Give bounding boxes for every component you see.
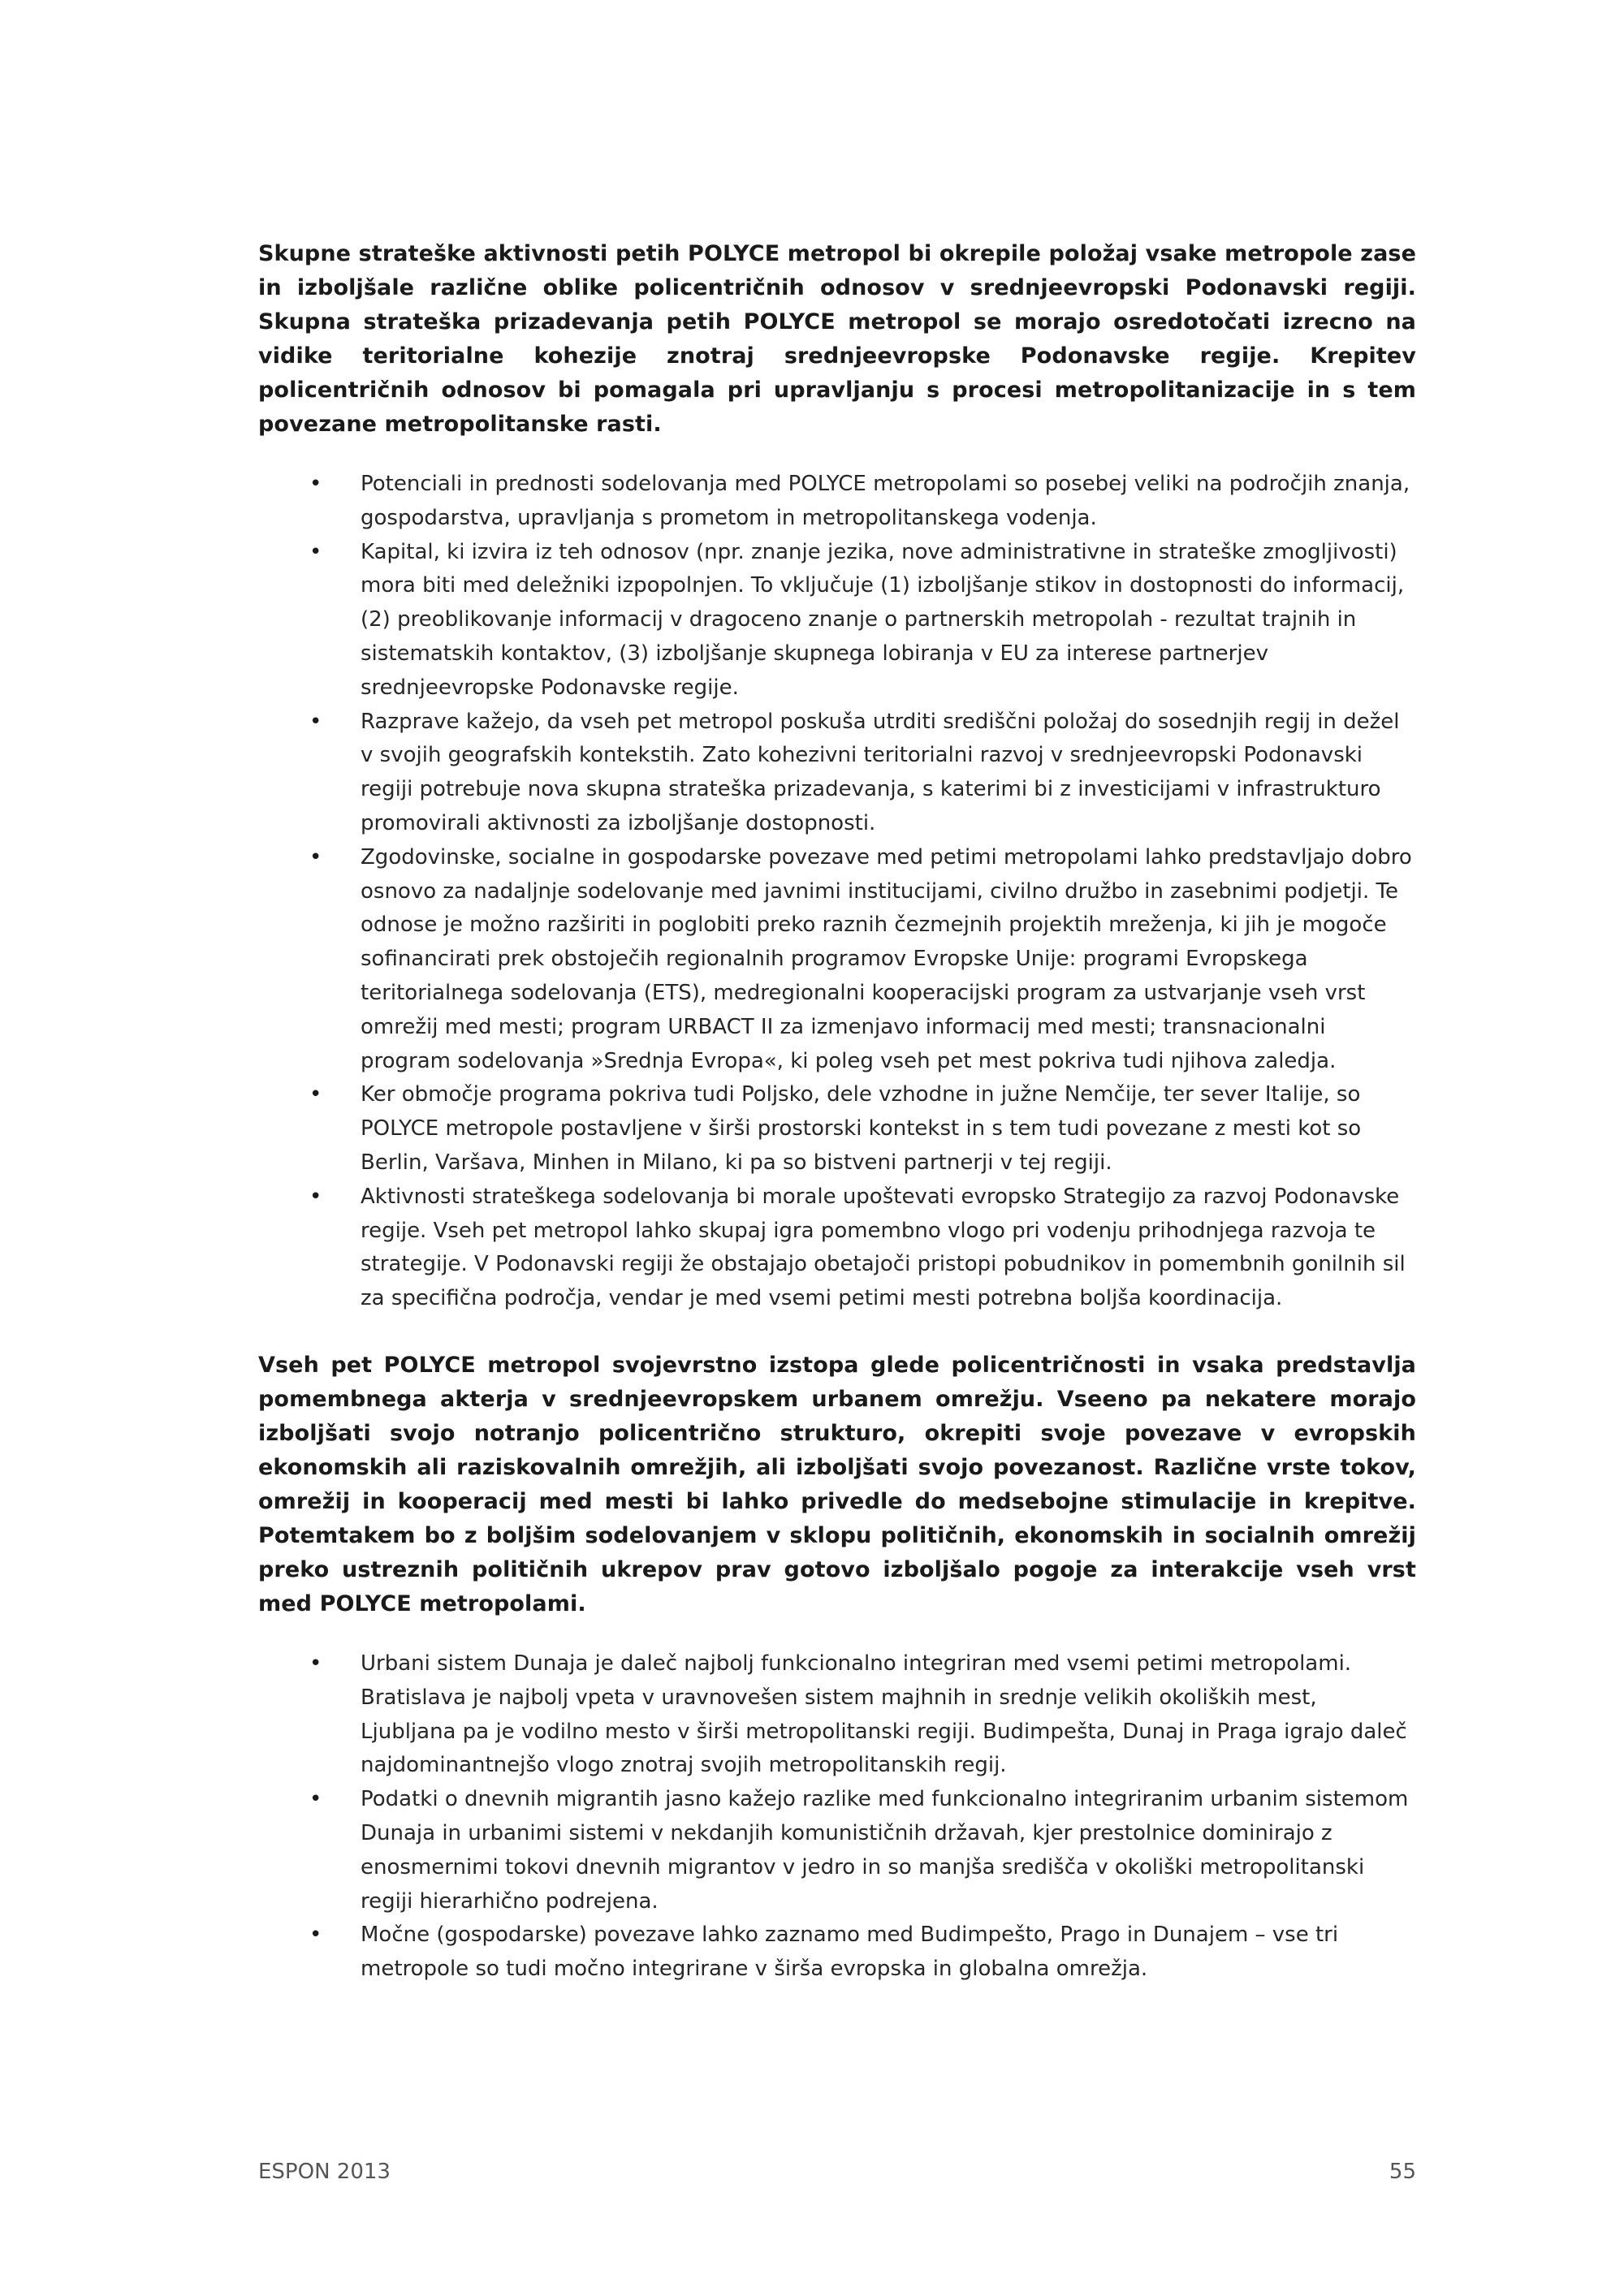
list-item: [309, 536, 1416, 706]
bullet-list-1: [258, 468, 1416, 1316]
list-item-text: Potenciali in prednosti sodelovanja med POLYCE metropolami so posebej veliki na področjih znanja, gospodarstva, upravljanja s prometom in metropolitanskega vodenja.: [361, 472, 1410, 530]
list-item: [309, 1180, 1416, 1316]
summary-paragraph: Vseh pet POLYCE metropol svojevrstno izstopa glede policentričnosti in vsaka predstavlja pomembnega akterja v srednjeevropskem urbanem omrežju. Vseeno pa nekatere morajo izboljšati svojo notranjo policentrično strukturo, okrepiti svoje povezave v evropskih ekonomskih ali raziskovalnih omrežjih, ali izboljšati svojo povezanost. Različne vrste tokov, omrežij in kooperacij med mesti bi lahko privedle do medsebojne stimulacije in krepitve. Potemtakem bo z boljšim sodelovanjem v sklopu političnih, ekonomskih in socialnih omrežij preko ustreznih političnih ukrepov prav gotovo izboljšalo pogoje za interakcije vseh vrst med POLYCE metropolami.: [258, 1352, 1416, 1616]
list-item: [309, 706, 1416, 841]
list-item-text: Močne (gospodarske) povezave lahko zaznamo med Budimpešto, Prago in Dunajem – vse tri metropole so tudi močno integrirane v širša evropska in globalna omrežja.: [361, 1923, 1339, 1982]
list-item-text: Aktivnosti strateškega sodelovanja bi morale upoštevati evropsko Strategijo za razvoj Podonavske regije. Vseh pet metropol lahko skupaj igra pomembno vlogo pri vodenju prihodnjega razvoja te strategije. V Podonavski regiji že obstajajo obetajoči pristopi pobudnikov in pomembnih gonilnih sil za specifična področja, vendar je med vsemi petimi mesti potrebna boljša koordinacija.: [361, 1184, 1406, 1311]
page-number: 55: [1389, 2160, 1416, 2184]
list-item: [309, 841, 1416, 1079]
list-item: [309, 468, 1416, 536]
list-item: [309, 1783, 1416, 1918]
bullet-marker: •: [309, 1651, 322, 1676]
bullet-marker: •: [309, 1184, 322, 1209]
bullet-list-2: [258, 1647, 1416, 1987]
footer-publication: ESPON 2013: [258, 2160, 391, 2184]
bullet-marker: •: [309, 539, 322, 564]
bullet-marker: •: [309, 1787, 322, 1812]
list-item-text: Podatki o dnevnih migrantih jasno kažejo razlike med funkcionalno integriranim urbanim sistemom Dunaja in urbanimi sistemi v nekdanjih komunističnih državah, kjer prestolnice dominirajo z enosmernimi tokovi dnevnih migrantov v jedro in so manjša središča v okoliški metropolitanski regiji hierarhično podrejena.: [361, 1787, 1409, 1914]
list-item-text: Urbani sistem Dunaja je daleč najbolj funkcionalno integriran med vsemi petimi metropolami. Bratislava je najbolj vpeta v uravnovešen sistem majhnih in srednje velikih okoliških mest, Ljubljana pa je vodilno mesto v širši metropolitanski regiji. Budimpešta, Dunaj in Praga igrajo daleč najdominantnejšo vlogo znotraj svojih metropolitanskih regij.: [361, 1651, 1407, 1778]
list-item-text: Ker območje programa pokriva tudi Poljsko, dele vzhodne in južne Nemčije, ter sever Italije, so POLYCE metropole postavljene v širši prostorski kontekst in s tem tudi povezane z mesti kot so Berlin, Varšava, Minhen in Milano, ki pa so bistveni partnerji v tej regiji.: [361, 1082, 1362, 1175]
list-item-text: Razprave kažejo, da vseh pet metropol poskuša utrditi središčni položaj do sosednjih regij in dežel v svojih geografskih kontekstih. Zato kohezivni teritorialni razvoj v srednjeevropski Podonavski regiji potrebuje nova skupna strateška prizadevanja, s katerimi bi z investicijami v infrastrukturo promovirali aktivnosti za izboljšanje dostopnosti.: [361, 709, 1400, 835]
bullet-marker: •: [309, 1923, 322, 1948]
bullet-marker: •: [309, 844, 322, 870]
list-item-text: Zgodovinske, socialne in gospodarske povezave med petimi metropolami lahko predstavljajo dobro osnovo za nadaljnje sodelovanje med javnimi institucijami, civilno družbo in zasebnimi podjetji. Te odnose je možno razširiti in poglobiti preko raznih čezmejnih projektih mreženja, ki jih je mogoče sofinancirati prek obstoječih regionalnih programov Evropske Unije: programi Evropskega teritorialnega sodelovanja (ETS), medregionalni kooperacijski program za ustvarjanje vseh vrst omrežij med mesti; program URBACT II za izmenjavo informacij med mesti; transnacionalni program sodelovanja »Srednja Evropa«, ki poleg vseh pet mest pokriva tudi njihova zaledja.: [361, 844, 1412, 1073]
bullet-marker: •: [309, 472, 322, 496]
document-body: [258, 237, 1416, 1987]
intro-paragraph: Skupne strateške aktivnosti petih POLYCE metropol bi okrepile položaj vsake metropole zase in izboljšale različne oblike policentričnih odnosov v srednjeevropski Podonavski regiji. Skupna strateška prizadevanja petih POLYCE metropol se morajo osredotočati izrecno na vidike teritorialne kohezije znotraj srednjeevropske Podonavske regije. Krepitev policentričnih odnosov bi pomagala pri upravljanju s procesi metropolitanizacije in s tem povezane metropolitanske rasti.: [258, 241, 1416, 437]
list-item: [309, 1647, 1416, 1783]
list-item-text: Kapital, ki izvira iz teh odnosov (npr. znanje jezika, nove administrativne in strateške zmogljivosti) mora biti med deležniki izpopolnjen. To vključuje (1) izboljšanje stikov in dostopnosti do informacij, (2) preoblikovanje informacij v dragoceno znanje o partnerskih metropolah - rezultat trajnih in sistematskih kontaktov, (3) izboljšanje skupnega lobiranja v EU za interese partnerjev srednjeevropske Podonavske regije.: [361, 539, 1405, 700]
bullet-marker: •: [309, 709, 322, 734]
list-item: [309, 1918, 1416, 1987]
bullet-marker: •: [309, 1082, 322, 1107]
list-item: [309, 1078, 1416, 1180]
